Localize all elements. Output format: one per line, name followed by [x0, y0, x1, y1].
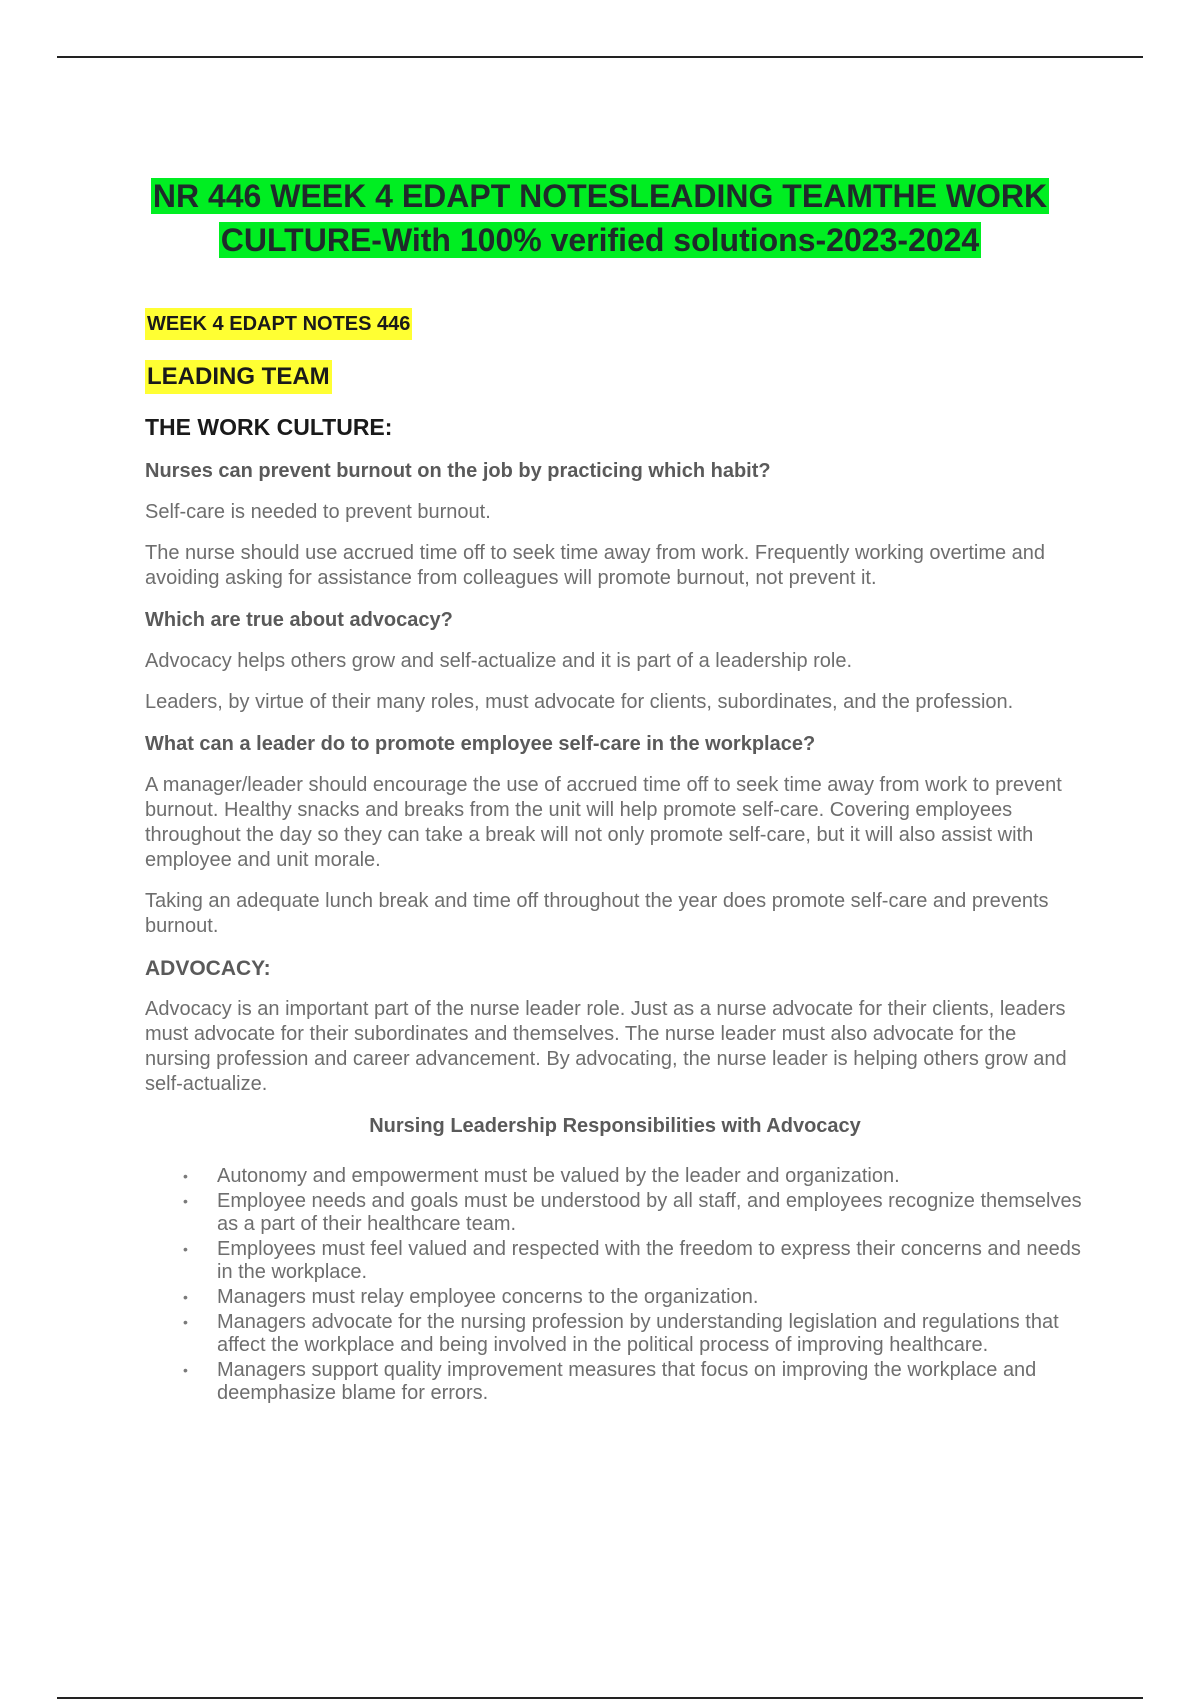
document-body	[145, 308, 1085, 1407]
heading-work-culture: THE WORK CULTURE:	[145, 414, 393, 440]
list-item-text: Employee needs and goals must be understood by all staff, and employees recognize themselves as a part of their healthcare team.	[217, 1190, 1082, 1235]
answer-1a: Self-care is needed to prevent burnout.	[145, 501, 491, 523]
question-1: Nurses can prevent burnout on the job by practicing which habit?	[145, 460, 771, 482]
bullet-icon: •	[183, 1241, 188, 1257]
list-item	[183, 1165, 1085, 1188]
list-item	[183, 1286, 1085, 1309]
advocacy-paragraph: Advocacy is an important part of the nurse leader role. Just as a nurse advocate for their clients, leaders must advocate for their subordinates and themselves. The nurse leader must also advocate for the nursing profession and career advancement. By advocating, the nurse leader is helping others grow and self-actualize.	[145, 998, 1067, 1095]
heading-leading-team	[145, 360, 1085, 394]
answer-2a: Advocacy helps others grow and self-actualize and it is part of a leadership role.	[145, 650, 853, 672]
question-3: What can a leader do to promote employee self-care in the workplace?	[145, 733, 816, 755]
question-2: Which are true about advocacy?	[145, 609, 453, 631]
title-line-2: CULTURE-With 100% verified solutions-2023-2024	[220, 222, 980, 258]
bullet-icon: •	[183, 1314, 188, 1330]
bullet-icon: •	[183, 1168, 188, 1184]
advocacy-title: ADVOCACY:	[145, 957, 271, 980]
bullet-icon: •	[183, 1362, 188, 1378]
heading-week	[145, 308, 1085, 340]
heading-leading-team-text: LEADING TEAM	[145, 360, 332, 394]
advocacy-subtitle: Nursing Leadership Responsibilities with Advocacy	[369, 1115, 861, 1137]
title-line-1: NR 446 WEEK 4 EDAPT NOTESLEADING TEAMTHE WORK	[152, 178, 1048, 214]
list-item-text: Employees must feel valued and respected with the freedom to express their concerns and needs in the workplace.	[217, 1238, 1081, 1283]
heading-week-text: WEEK 4 EDAPT NOTES 446	[145, 308, 412, 340]
list-item-text: Autonomy and empowerment must be valued by the leader and organization.	[217, 1165, 900, 1187]
answer-3b: Taking an adequate lunch break and time off throughout the year does promote self-care and prevents burnout.	[145, 890, 1049, 937]
list-item-text: Managers advocate for the nursing profession by understanding legislation and regulations that affect the workplace and being involved in the political process of improving healthcare.	[217, 1311, 1059, 1356]
answer-3a: A manager/leader should encourage the use of accrued time off to seek time away from work to prevent burnout. Healthy snacks and breaks from the unit will help promote self-care. Covering employees throughout the day so they can take a break will not only promote self-care, but it will also assist with employee and unit morale.	[145, 774, 1062, 871]
list-item	[183, 1311, 1085, 1357]
bottom-rule	[57, 1697, 1143, 1699]
list-item	[183, 1190, 1085, 1236]
top-rule	[57, 56, 1143, 58]
list-item	[183, 1238, 1085, 1284]
bullet-icon: •	[183, 1289, 188, 1305]
list-item-text: Managers support quality improvement measures that focus on improving the workplace and deemphasize blame for errors.	[217, 1359, 1037, 1404]
advocacy-bullet-list	[145, 1165, 1085, 1405]
answer-1b: The nurse should use accrued time off to seek time away from work. Frequently working overtime and avoiding asking for assistance from colleagues will promote burnout, not prevent it.	[145, 542, 1046, 589]
answer-2b: Leaders, by virtue of their many roles, must advocate for clients, subordinates, and the profession.	[145, 691, 1014, 713]
list-item	[183, 1359, 1085, 1405]
document-title	[100, 174, 1100, 262]
list-item-text: Managers must relay employee concerns to the organization.	[217, 1286, 759, 1308]
bullet-icon: •	[183, 1193, 188, 1209]
